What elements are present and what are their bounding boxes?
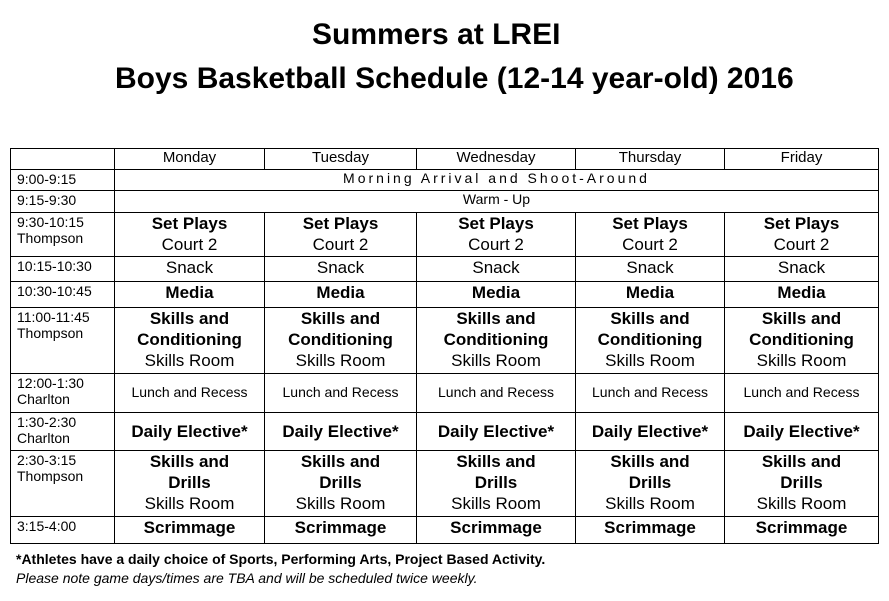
coach-name: Thompson xyxy=(17,468,84,484)
activity-cell-tuesday xyxy=(265,517,417,544)
activity-cell-monday xyxy=(115,451,265,517)
time-range: 9:15-9:30 xyxy=(17,192,77,208)
schedule-row xyxy=(11,170,879,191)
footnote-games: Please note game days/times are TBA and will be scheduled twice weekly. xyxy=(16,570,478,586)
schedule-row xyxy=(11,282,879,308)
activity-cell-tuesday xyxy=(265,257,417,282)
activity-cell-friday xyxy=(725,282,879,308)
activity-cell-tuesday xyxy=(265,213,417,257)
activity-cell-monday xyxy=(115,413,265,451)
activity-label: Media xyxy=(165,283,214,302)
activity-location: Skills Room xyxy=(451,351,541,370)
activity-location: Snack xyxy=(626,258,674,277)
activity-cell-monday xyxy=(115,374,265,413)
activity-label: Lunch and Recess xyxy=(131,384,248,400)
activity-cell-wednesday xyxy=(417,413,576,451)
time-slot-cell xyxy=(11,257,115,282)
page-title: Summers at LREI xyxy=(312,18,561,51)
activity-label: Skills and xyxy=(300,452,381,471)
activity-label: Drills xyxy=(168,473,211,492)
activity-label: Daily Elective* xyxy=(591,422,709,441)
activity-cell-tuesday xyxy=(265,308,417,374)
coach-name: Charlton xyxy=(17,391,70,407)
activity-label: Conditioning xyxy=(749,330,854,349)
activity-cell-thursday xyxy=(576,413,725,451)
activity-cell-friday xyxy=(725,308,879,374)
activity-cell-wednesday xyxy=(417,517,576,544)
activity-cell-friday xyxy=(725,413,879,451)
activity-location: Skills Room xyxy=(756,351,847,370)
activity-label: Lunch and Recess xyxy=(282,384,399,400)
activity-label: Scrimmage xyxy=(294,518,387,537)
activity-label: Skills and xyxy=(761,309,842,328)
activity-cell-monday xyxy=(115,517,265,544)
activity-location: Snack xyxy=(777,258,826,277)
time-range: 9:00-9:15 xyxy=(17,171,77,187)
day-header-friday: Friday xyxy=(725,149,879,170)
day-header-tuesday: Tuesday xyxy=(265,149,417,170)
activity-cell-monday xyxy=(115,282,265,308)
time-slot-cell xyxy=(11,282,115,308)
activity-location: Snack xyxy=(316,258,365,277)
activity-label: Skills and xyxy=(610,452,690,471)
day-header-wednesday: Wednesday xyxy=(417,149,576,170)
activity-cell-thursday xyxy=(576,517,725,544)
activity-location: Snack xyxy=(165,258,214,277)
activity-label: Conditioning xyxy=(443,330,549,349)
all-week-activity: Morning Arrival and Shoot-Around xyxy=(115,170,879,191)
activity-location: Skills Room xyxy=(295,351,386,370)
schedule-row xyxy=(11,213,879,257)
activity-cell-tuesday xyxy=(265,374,417,413)
activity-location: Skills Room xyxy=(756,494,847,513)
activity-label: Daily Elective* xyxy=(437,422,555,441)
activity-cell-friday xyxy=(725,374,879,413)
activity-cell-wednesday xyxy=(417,451,576,517)
activity-cell-tuesday xyxy=(265,451,417,517)
activity-cell-wednesday xyxy=(417,308,576,374)
activity-label: Drills xyxy=(628,473,672,492)
time-slot-cell xyxy=(11,170,115,191)
time-range: 10:15-10:30 xyxy=(17,258,92,274)
schedule-row xyxy=(11,374,879,413)
activity-location: Court 2 xyxy=(773,235,830,254)
activity-location: Skills Room xyxy=(605,351,695,370)
activity-cell-tuesday xyxy=(265,282,417,308)
activity-location: Skills Room xyxy=(144,351,235,370)
activity-label: Scrimmage xyxy=(755,518,848,537)
activity-location: Court 2 xyxy=(161,235,218,254)
activity-label: Conditioning xyxy=(137,330,242,349)
schedule-row xyxy=(11,191,879,213)
activity-location: Court 2 xyxy=(622,235,678,254)
time-range: 2:30-3:15 xyxy=(17,452,77,468)
schedule-row xyxy=(11,451,879,517)
all-week-activity: Warm - Up xyxy=(115,191,879,213)
time-range: 9:30-10:15 xyxy=(17,214,84,230)
activity-label: Set Plays xyxy=(458,214,534,233)
footnote-elective: *Athletes have a daily choice of Sports, Performing Arts, Project Based Activity. xyxy=(16,551,546,567)
activity-cell-monday xyxy=(115,213,265,257)
time-slot-cell xyxy=(11,308,115,374)
activity-label: Scrimmage xyxy=(604,518,696,537)
activity-location: Snack xyxy=(472,258,520,277)
activity-cell-thursday xyxy=(576,257,725,282)
header-row xyxy=(11,149,879,170)
activity-cell-thursday xyxy=(576,451,725,517)
time-slot-cell xyxy=(11,191,115,213)
activity-label: Conditioning xyxy=(597,330,703,349)
coach-name: Thompson xyxy=(17,230,84,246)
time-range: 1:30-2:30 xyxy=(17,414,77,430)
time-slot-cell xyxy=(11,413,115,451)
activity-label: Skills and xyxy=(300,309,381,328)
activity-cell-friday xyxy=(725,517,879,544)
activity-location: Skills Room xyxy=(295,494,386,513)
activity-cell-thursday xyxy=(576,374,725,413)
activity-location: Skills Room xyxy=(451,494,541,513)
activity-label: Daily Elective* xyxy=(282,422,399,441)
time-slot-cell xyxy=(11,517,115,544)
activity-cell-wednesday xyxy=(417,374,576,413)
activity-label: Media xyxy=(316,283,365,302)
time-range: 11:00-11:45 xyxy=(17,309,90,325)
activity-label: Skills and xyxy=(456,452,536,471)
activity-location: Skills Room xyxy=(605,494,695,513)
activity-cell-thursday xyxy=(576,308,725,374)
time-slot-cell xyxy=(11,213,115,257)
activity-label: Drills xyxy=(780,473,823,492)
activity-label: Lunch and Recess xyxy=(743,384,860,400)
time-slot-cell xyxy=(11,374,115,413)
activity-label: Scrimmage xyxy=(143,518,236,537)
schedule-row xyxy=(11,257,879,282)
activity-label: Set Plays xyxy=(302,214,379,233)
activity-label: Media xyxy=(625,283,675,302)
activity-location: Court 2 xyxy=(468,235,524,254)
schedule-row xyxy=(11,517,879,544)
schedule-row xyxy=(11,413,879,451)
activity-label: Skills and xyxy=(456,309,536,328)
activity-cell-friday xyxy=(725,213,879,257)
activity-cell-monday xyxy=(115,308,265,374)
activity-cell-thursday xyxy=(576,282,725,308)
coach-name: Charlton xyxy=(17,430,70,446)
activity-label: Set Plays xyxy=(612,214,688,233)
activity-label: Media xyxy=(777,283,826,302)
day-header-thursday: Thursday xyxy=(576,149,725,170)
activity-location: Court 2 xyxy=(312,235,369,254)
schedule-row xyxy=(11,308,879,374)
activity-label: Conditioning xyxy=(288,330,393,349)
schedule-table xyxy=(10,148,879,544)
activity-cell-wednesday xyxy=(417,282,576,308)
activity-label: Skills and xyxy=(761,452,842,471)
activity-label: Set Plays xyxy=(151,214,228,233)
activity-cell-friday xyxy=(725,257,879,282)
activity-label: Daily Elective* xyxy=(743,422,860,441)
activity-cell-monday xyxy=(115,257,265,282)
time-slot-cell xyxy=(11,451,115,517)
activity-label: Lunch and Recess xyxy=(592,384,708,400)
page-subtitle: Boys Basketball Schedule (12-14 year-old) 2016 xyxy=(115,62,794,95)
activity-cell-wednesday xyxy=(417,213,576,257)
activity-label: Drills xyxy=(474,473,518,492)
activity-location: Skills Room xyxy=(144,494,235,513)
activity-label: Media xyxy=(471,283,521,302)
activity-label: Skills and xyxy=(149,452,230,471)
activity-label: Daily Elective* xyxy=(131,422,248,441)
activity-cell-thursday xyxy=(576,213,725,257)
activity-cell-wednesday xyxy=(417,257,576,282)
activity-label: Skills and xyxy=(149,309,230,328)
activity-label: Set Plays xyxy=(763,214,840,233)
activity-label: Lunch and Recess xyxy=(438,384,554,400)
activity-label: Scrimmage xyxy=(450,518,542,537)
coach-name: Thompson xyxy=(17,325,84,341)
activity-cell-tuesday xyxy=(265,413,417,451)
time-range: 12:00-1:30 xyxy=(17,375,84,391)
activity-cell-friday xyxy=(725,451,879,517)
time-range: 10:30-10:45 xyxy=(17,283,92,299)
activity-label: Drills xyxy=(319,473,362,492)
day-header-monday: Monday xyxy=(115,149,265,170)
activity-label: Skills and xyxy=(610,309,690,328)
corner-cell xyxy=(11,149,115,170)
time-range: 3:15-4:00 xyxy=(17,518,77,534)
